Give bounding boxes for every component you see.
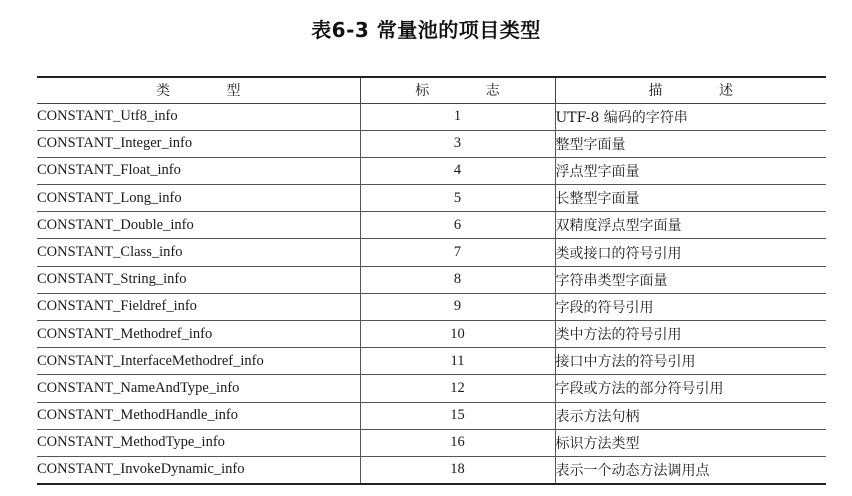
table-row xyxy=(37,239,826,266)
table-header-row xyxy=(37,77,826,103)
table-row xyxy=(37,402,826,429)
cell-type: CONSTANT_Methodref_info xyxy=(37,321,360,348)
cell-description: 表示方法句柄 xyxy=(555,402,826,429)
cell-tag: 7 xyxy=(360,239,555,266)
cell-tag: 16 xyxy=(360,429,555,456)
table-row xyxy=(37,321,826,348)
cell-type: CONSTANT_NameAndType_info xyxy=(37,375,360,402)
cell-tag: 9 xyxy=(360,293,555,320)
cell-type: CONSTANT_MethodType_info xyxy=(37,429,360,456)
cell-tag: 8 xyxy=(360,266,555,293)
cell-type: CONSTANT_Fieldref_info xyxy=(37,293,360,320)
table-row xyxy=(37,266,826,293)
cell-type: CONSTANT_String_info xyxy=(37,266,360,293)
header-description: 描 述 xyxy=(555,77,826,103)
cell-description: UTF-8 编码的字符串 xyxy=(555,103,826,130)
header-type: 类 型 xyxy=(37,77,360,103)
cell-tag: 15 xyxy=(360,402,555,429)
cell-tag: 3 xyxy=(360,130,555,157)
table-row xyxy=(37,375,826,402)
table-row xyxy=(37,293,826,320)
cell-description: 长整型字面量 xyxy=(555,185,826,212)
cell-tag: 12 xyxy=(360,375,555,402)
cell-description: 表示一个动态方法调用点 xyxy=(555,456,826,483)
cell-type: CONSTANT_Float_info xyxy=(37,157,360,184)
cell-description: 类中方法的符号引用 xyxy=(555,321,826,348)
table-row xyxy=(37,456,826,483)
cell-type: CONSTANT_MethodHandle_info xyxy=(37,402,360,429)
cell-type: CONSTANT_Class_info xyxy=(37,239,360,266)
cell-tag: 6 xyxy=(360,212,555,239)
cell-type: CONSTANT_InterfaceMethodref_info xyxy=(37,348,360,375)
cell-description: 标识方法类型 xyxy=(555,429,826,456)
table-caption: 表6-3 常量池的项目类型 xyxy=(311,18,541,42)
header-tag: 标 志 xyxy=(360,77,555,103)
cell-tag: 11 xyxy=(360,348,555,375)
cell-description: 接口中方法的符号引用 xyxy=(555,348,826,375)
cell-type: CONSTANT_InvokeDynamic_info xyxy=(37,456,360,483)
cell-description: 整型字面量 xyxy=(555,130,826,157)
cell-type: CONSTANT_Double_info xyxy=(37,212,360,239)
cell-tag: 5 xyxy=(360,185,555,212)
table-row xyxy=(37,348,826,375)
cell-type: CONSTANT_Long_info xyxy=(37,185,360,212)
cell-tag: 18 xyxy=(360,456,555,483)
cell-description: 浮点型字面量 xyxy=(555,157,826,184)
table-row xyxy=(37,429,826,456)
cell-description: 类或接口的符号引用 xyxy=(555,239,826,266)
cell-description: 字段或方法的部分符号引用 xyxy=(555,375,826,402)
cell-type: CONSTANT_Integer_info xyxy=(37,130,360,157)
cell-type: CONSTANT_Utf8_info xyxy=(37,103,360,130)
table-row xyxy=(37,130,826,157)
constant-pool-table xyxy=(37,76,826,485)
table-row xyxy=(37,185,826,212)
cell-tag: 4 xyxy=(360,157,555,184)
cell-description: 字段的符号引用 xyxy=(555,293,826,320)
table-row xyxy=(37,212,826,239)
cell-description: 双精度浮点型字面量 xyxy=(555,212,826,239)
cell-description: 字符串类型字面量 xyxy=(555,266,826,293)
table-row xyxy=(37,103,826,130)
cell-tag: 10 xyxy=(360,321,555,348)
cell-tag: 1 xyxy=(360,103,555,130)
table-row xyxy=(37,157,826,184)
